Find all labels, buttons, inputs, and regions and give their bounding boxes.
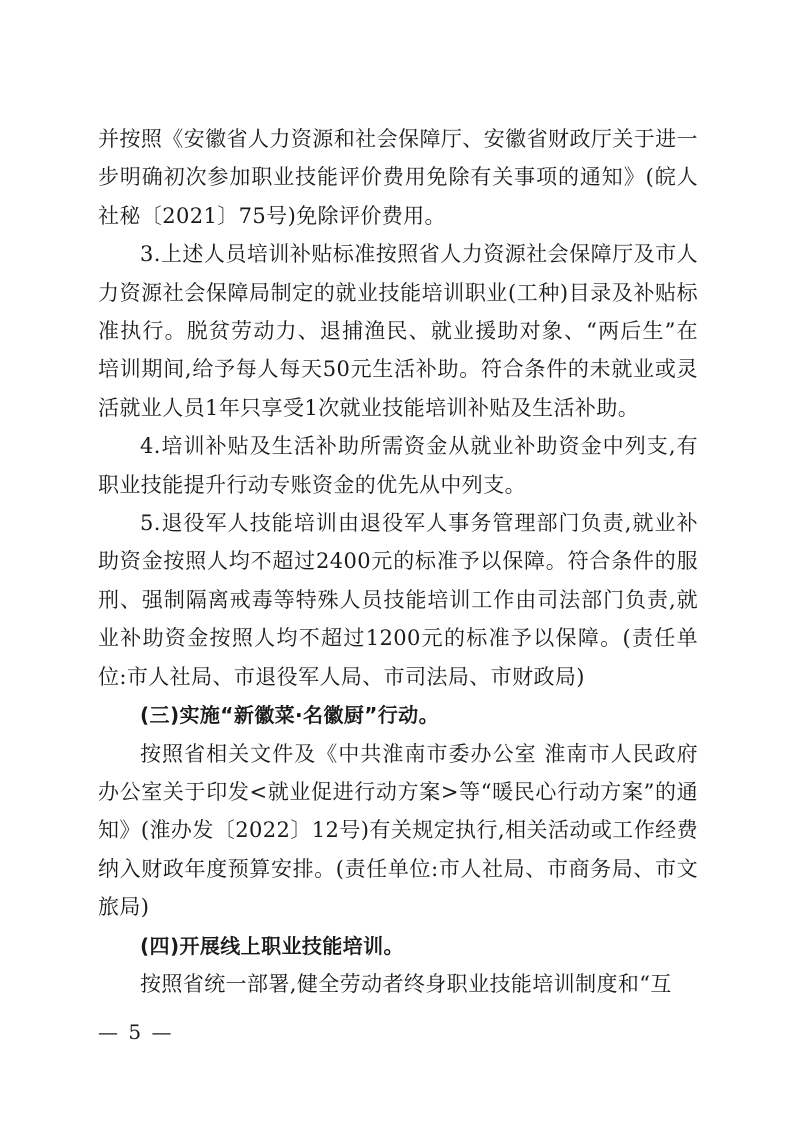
section-heading-4: (四)开展线上职业技能培训。 — [140, 933, 404, 958]
paragraph-item-3: 3.上述人员培训补贴标准按照省人力资源社会保障厅及市人力资源社会保障局制定的就业技能培训职业(工种)目录及补贴标准执行。脱贫劳动力、退捕渔民、就业援助对象、“两后生”在培训期间,给予每人每天50元生活补助。符合条件的未就业或灵活就业人员1年只享受1次就业技能培训补贴及生活补助。 — [98, 242, 698, 420]
section-heading-3: (三)实施“新徽菜·名徽厨”行动。 — [140, 703, 439, 728]
paragraph-item-4: 4.培训补贴及生活补助所需资金从就业补助资金中列支,有职业技能提升行动专账资金的优先从中列支。 — [98, 434, 698, 497]
paragraph-section-4-body: 按照省统一部署,健全劳动者终身职业技能培训制度和“互 — [140, 971, 672, 996]
paragraph-section-3-body: 按照省相关文件及《中共淮南市委办公室 淮南市人民政府办公室关于印发<就业促进行动方案>等“暖民心行动方案”的通知》(淮办发〔2022〕12号)有关规定执行,相关活动或工作经费纳入财政年度预算安排。(责任单位:市人社局、市商务局、市文旅局) — [98, 741, 698, 920]
document-page — [98, 120, 698, 1003]
page-number: — 5 — — [98, 1020, 174, 1044]
paragraph-item-5: 5.退役军人技能培训由退役军人事务管理部门负责,就业补助资金按照人均不超过2400元的标准予以保障。符合条件的服刑、强制隔离戒毒等特殊人员技能培训工作由司法部门负责,就业补助资金按照人均不超过1200元的标准予以保障。(责任单位:市人社局、市退役军人局、市司法局、市财政局) — [98, 511, 698, 689]
paragraph-continuation: 并按照《安徽省人力资源和社会保障厅、安徽省财政厅关于进一步明确初次参加职业技能评价费用免除有关事项的通知》(皖人社秘〔2021〕75号)免除评价费用。 — [98, 127, 698, 228]
